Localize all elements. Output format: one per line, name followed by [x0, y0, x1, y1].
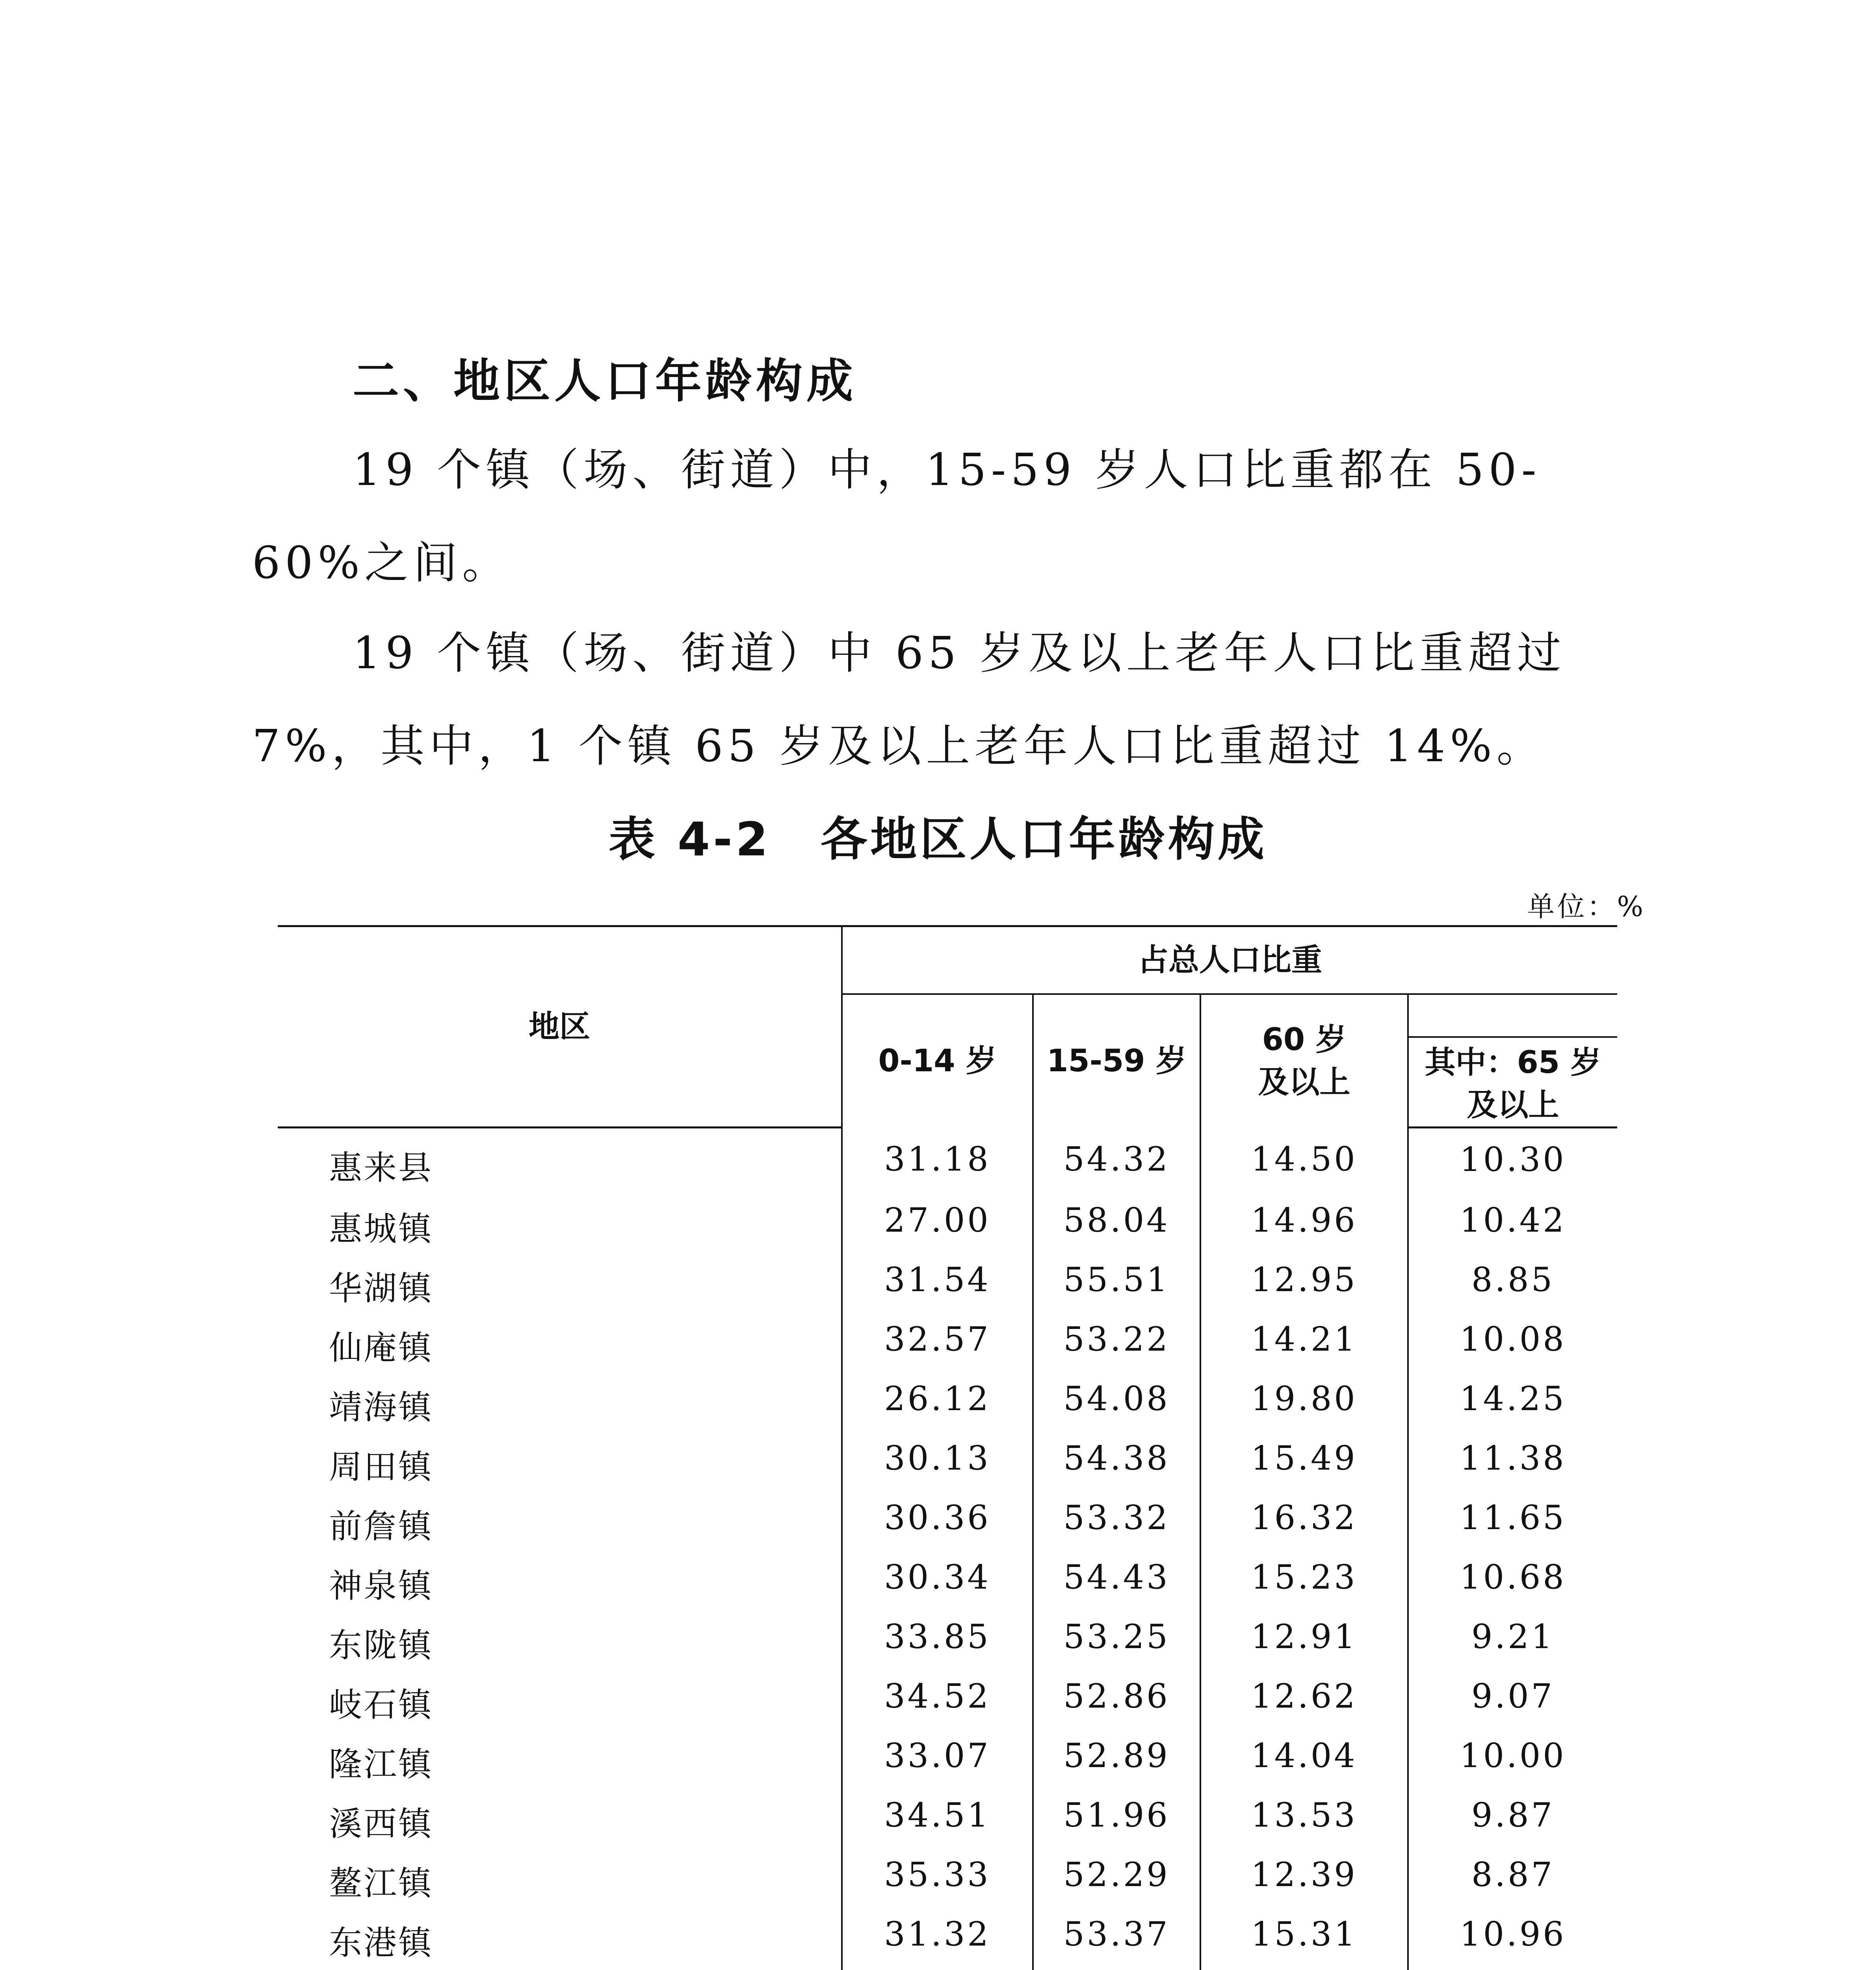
region-cell: 东港镇	[329, 1923, 433, 1962]
paragraph-elderly: 19 个镇（场、街道）中 65 岁及以上老年人口比重超过 7%，其中，1 个镇 65 岁及以上老年人口比重超过 14%。	[252, 628, 1566, 772]
region-cell: 仙庵镇	[329, 1328, 433, 1367]
age-60-plus-cell: 14.21	[1200, 1310, 1408, 1369]
age-60-plus-cell: 12.91	[1200, 1607, 1408, 1667]
region-cell: 惠来县	[329, 1149, 433, 1188]
region-cell: 华湖镇	[329, 1269, 433, 1308]
age-65-plus-cell: 11.38	[1460, 1439, 1566, 1478]
age-15-59-cell	[1033, 1964, 1200, 1970]
age-0-14-cell: 32.57	[842, 1310, 1033, 1369]
age-15-59-cell: 54.43	[1033, 1548, 1200, 1607]
age-0-14-cell: 30.34	[842, 1548, 1033, 1607]
age-0-14-cell: 34.51	[842, 1786, 1033, 1845]
age-structure-table	[278, 925, 1617, 1970]
table-row	[278, 1128, 1617, 1191]
region-cell: 前詹镇	[329, 1507, 433, 1546]
age-15-59-cell: 54.32	[1033, 1128, 1200, 1191]
table-title: 表 4-2 各地区人口年龄构成	[608, 812, 1268, 866]
header-age-15-59: 15-59 岁	[1033, 994, 1200, 1128]
age-15-59-cell: 54.08	[1033, 1369, 1200, 1429]
age-15-59-cell: 52.89	[1033, 1726, 1200, 1786]
table-row	[278, 1964, 1617, 1970]
age-15-59-cell: 55.51	[1033, 1250, 1200, 1310]
header-spacer	[1408, 994, 1617, 1037]
age-65-plus-cell: 10.00	[1460, 1736, 1566, 1775]
header-age-65-plus	[1408, 1037, 1617, 1128]
region-cell: 惠城镇	[329, 1209, 433, 1248]
table-row	[278, 1845, 1617, 1905]
age-0-14-cell: 31.18	[842, 1128, 1033, 1191]
header-age-0-14: 0-14 岁	[842, 994, 1033, 1128]
header-age-65-line2: 及以上	[1467, 1087, 1559, 1123]
age-0-14-cell: 33.85	[842, 1607, 1033, 1667]
age-0-14-cell: 35.33	[842, 1845, 1033, 1905]
age-60-plus-cell: 12.39	[1200, 1845, 1408, 1905]
header-age-65-line1: 其中：65 岁	[1425, 1045, 1601, 1080]
age-0-14-cell: 33.07	[842, 1726, 1033, 1786]
header-age-60-plus	[1200, 994, 1408, 1128]
table-row	[278, 1548, 1617, 1607]
region-cell: 靖海镇	[329, 1388, 433, 1427]
header-region: 地区	[278, 926, 842, 1128]
age-65-plus-cell: 14.25	[1460, 1379, 1566, 1418]
age-15-59-cell: 51.96	[1033, 1786, 1200, 1845]
unit-label: 单位：%	[1527, 890, 1646, 923]
age-60-plus-cell: 12.95	[1200, 1250, 1408, 1310]
age-60-plus-cell: 16.32	[1200, 1488, 1408, 1548]
table-row	[278, 1667, 1617, 1726]
age-65-plus-cell: 10.42	[1460, 1201, 1566, 1240]
age-60-plus-cell: 15.31	[1200, 1905, 1408, 1964]
table-row	[278, 1905, 1617, 1964]
age-60-plus-cell: 19.80	[1200, 1369, 1408, 1429]
table-row	[278, 1250, 1617, 1310]
age-15-59-cell: 53.22	[1033, 1310, 1200, 1369]
table-row	[278, 1191, 1617, 1250]
header-population-share: 占总人口比重	[842, 926, 1617, 994]
age-65-plus-cell: 8.85	[1471, 1260, 1555, 1299]
age-65-plus-cell: 9.87	[1471, 1796, 1555, 1834]
table-row	[278, 1607, 1617, 1667]
age-15-59-cell: 58.04	[1033, 1191, 1200, 1250]
age-65-plus-cell: 11.65	[1460, 1498, 1566, 1537]
age-60-plus-cell: 14.04	[1200, 1726, 1408, 1786]
table-row	[278, 1310, 1617, 1369]
age-0-14-cell: 30.13	[842, 1429, 1033, 1488]
age-65-plus-cell: 9.21	[1471, 1617, 1555, 1656]
age-60-plus-cell: 12.62	[1200, 1667, 1408, 1726]
header-age-60-line2: 及以上	[1258, 1065, 1350, 1100]
age-65-plus-cell	[1408, 1964, 1617, 1970]
table-row	[278, 1726, 1617, 1786]
age-65-plus-cell: 10.08	[1460, 1320, 1566, 1359]
region-cell: 岐石镇	[329, 1685, 433, 1724]
table-row	[278, 1786, 1617, 1845]
age-60-plus-cell: 14.96	[1200, 1191, 1408, 1250]
region-cell: 周田镇	[329, 1447, 433, 1486]
region-cell: 鳌江镇	[329, 1864, 433, 1903]
age-15-59-cell: 53.32	[1033, 1488, 1200, 1548]
age-60-plus-cell: 14.50	[1200, 1128, 1408, 1191]
age-15-59-cell: 53.25	[1033, 1607, 1200, 1667]
region-cell: 隆江镇	[329, 1745, 433, 1784]
age-65-plus-cell: 10.96	[1460, 1915, 1566, 1953]
age-60-plus-cell: 13.53	[1200, 1786, 1408, 1845]
region-cell: 东陇镇	[329, 1626, 433, 1665]
region-cell: 神泉镇	[329, 1566, 433, 1605]
age-60-plus-cell: 15.23	[1200, 1548, 1408, 1607]
age-60-plus-cell	[1200, 1964, 1408, 1970]
age-0-14-cell: 30.36	[842, 1488, 1033, 1548]
section-heading: 二、地区人口年龄构成	[353, 354, 857, 408]
table-row	[278, 1429, 1617, 1488]
header-age-60-line1: 60 岁	[1262, 1022, 1347, 1058]
age-0-14-cell: 26.12	[842, 1369, 1033, 1429]
age-65-plus-cell: 10.68	[1460, 1558, 1566, 1596]
age-15-59-cell: 54.38	[1033, 1429, 1200, 1488]
age-0-14-cell: 34.52	[842, 1667, 1033, 1726]
table-row	[278, 1369, 1617, 1429]
age-0-14-cell: 31.54	[842, 1250, 1033, 1310]
age-65-plus-cell: 9.07	[1471, 1677, 1555, 1715]
age-65-plus-cell: 8.87	[1471, 1855, 1555, 1894]
region-cell	[278, 1964, 842, 1970]
paragraph-working-age: 19 个镇（场、街道）中，15-59 岁人口比重都在 50-60%之间。	[252, 444, 1541, 589]
region-cell: 溪西镇	[329, 1804, 433, 1843]
age-60-plus-cell: 15.49	[1200, 1429, 1408, 1488]
age-15-59-cell: 52.86	[1033, 1667, 1200, 1726]
age-65-plus-cell: 10.30	[1460, 1140, 1566, 1179]
age-0-14-cell: 27.00	[842, 1191, 1033, 1250]
age-0-14-cell	[842, 1964, 1033, 1970]
age-15-59-cell: 53.37	[1033, 1905, 1200, 1964]
age-0-14-cell: 31.32	[842, 1905, 1033, 1964]
table-row	[278, 1488, 1617, 1548]
age-15-59-cell: 52.29	[1033, 1845, 1200, 1905]
table-body	[278, 1128, 1617, 1970]
